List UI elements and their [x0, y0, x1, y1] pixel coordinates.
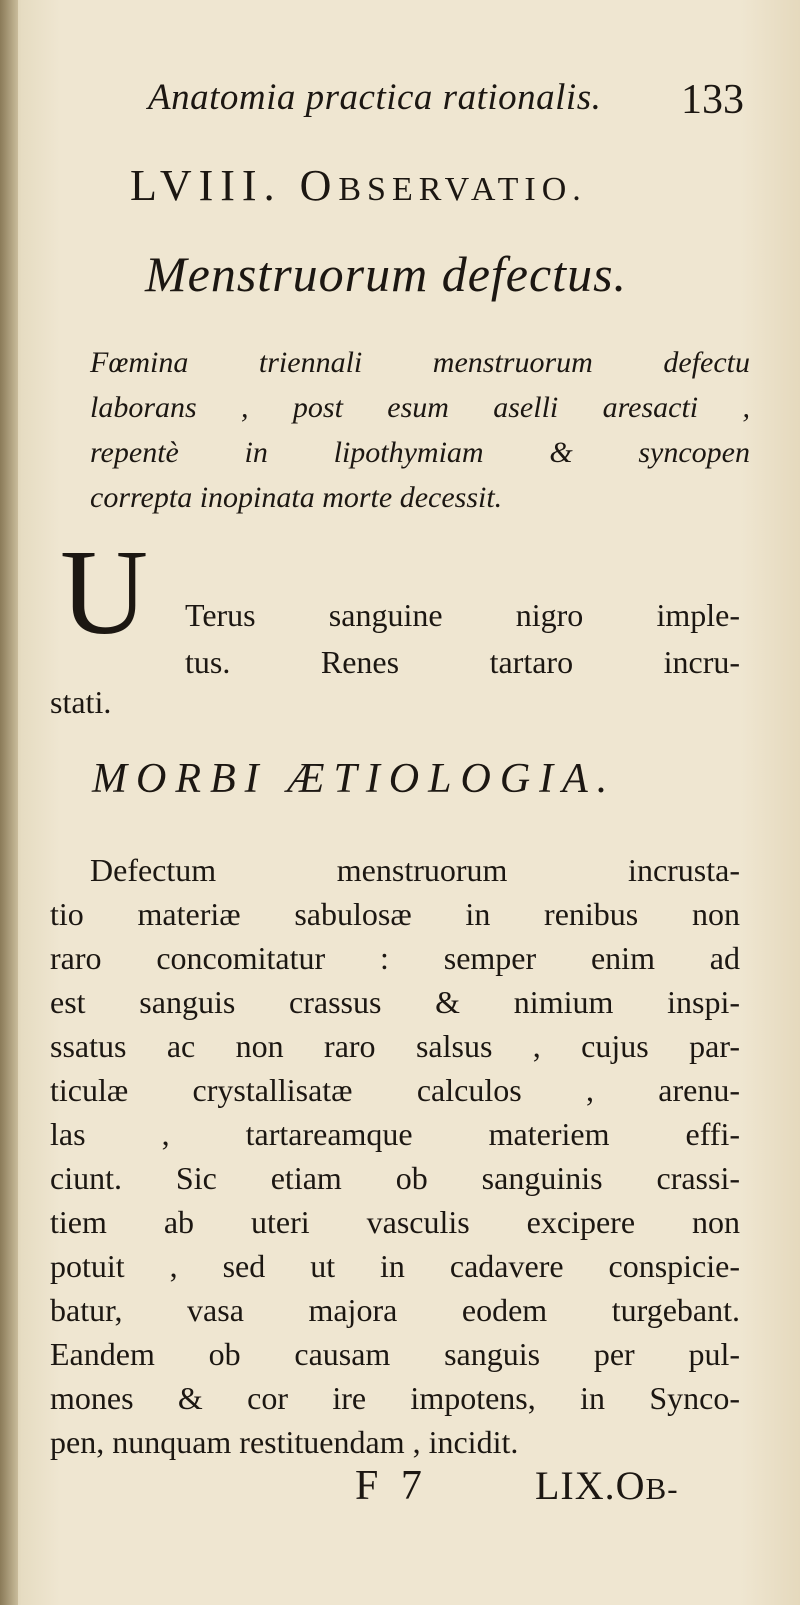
observation-title: Menstruorum defectus.: [145, 246, 628, 302]
observation-label-initial: O: [299, 161, 339, 210]
body-line: las , tartareamque materiem effi-: [50, 1116, 740, 1152]
body-line: batur, vasa majora eodem turgebant.: [50, 1292, 740, 1328]
observation-heading: [130, 160, 587, 211]
summary-line: laborans , post esum aselli aresacti ,: [90, 391, 750, 424]
body-line: potuit , sed ut in cadavere conspicie-: [50, 1248, 740, 1284]
aetiology-text: [50, 848, 740, 1464]
summary-line: repentè in lipothymiam & syncopen: [90, 436, 750, 469]
intro-line: Terus sanguine nigro imple-: [185, 597, 740, 633]
observation-number: LVIII.: [130, 161, 282, 210]
section-heading: MORBI ÆTIOLOGIA.: [92, 756, 617, 802]
intro-line: tus. Renes tartaro incru-: [185, 644, 740, 680]
body-line: ssatus ac non raro salsus , cujus par-: [50, 1028, 740, 1064]
body-line: est sanguis crassus & nimium inspi-: [50, 984, 740, 1020]
catchword-initial: O: [615, 1463, 646, 1508]
page-header: [148, 72, 758, 132]
body-line: Eandem ob causam sanguis per pul-: [50, 1336, 740, 1372]
body-line: ciunt. Sic etiam ob sanguinis crassi-: [50, 1160, 740, 1196]
catchword: [535, 1462, 679, 1509]
page-footer: [0, 1458, 800, 1518]
body-line: ticulæ crystallisatæ calculos , arenu-: [50, 1072, 740, 1108]
intro-line: stati.: [50, 684, 112, 720]
signature-mark: F 7: [355, 1463, 428, 1509]
case-summary: [90, 340, 750, 520]
summary-line: Fœmina triennali menstruorum defectu: [90, 346, 750, 379]
body-line: pen, nunquam restituendam , incidit.: [50, 1424, 519, 1460]
running-title: Anatomia practica rationalis.: [148, 77, 602, 118]
drop-cap: U: [60, 525, 149, 660]
catchword-number: LIX.: [535, 1463, 616, 1508]
binding-gutter: [0, 0, 18, 1605]
body-line: Defectum menstruorum incrusta-: [90, 852, 740, 888]
catchword-rest: B-: [645, 1471, 679, 1506]
body-line: tio materiæ sabulosæ in renibus non: [50, 896, 740, 932]
body-line: tiem ab uteri vasculis excipere non: [50, 1204, 740, 1240]
body-line: raro concomitatur : semper enim ad: [50, 940, 740, 976]
body-line: mones & cor ire impotens, in Synco-: [50, 1380, 740, 1416]
observation-label-rest: BSERVATIO.: [338, 171, 587, 208]
page-number: 133: [681, 77, 744, 123]
summary-line: correpta inopinata morte decessit.: [90, 481, 503, 514]
